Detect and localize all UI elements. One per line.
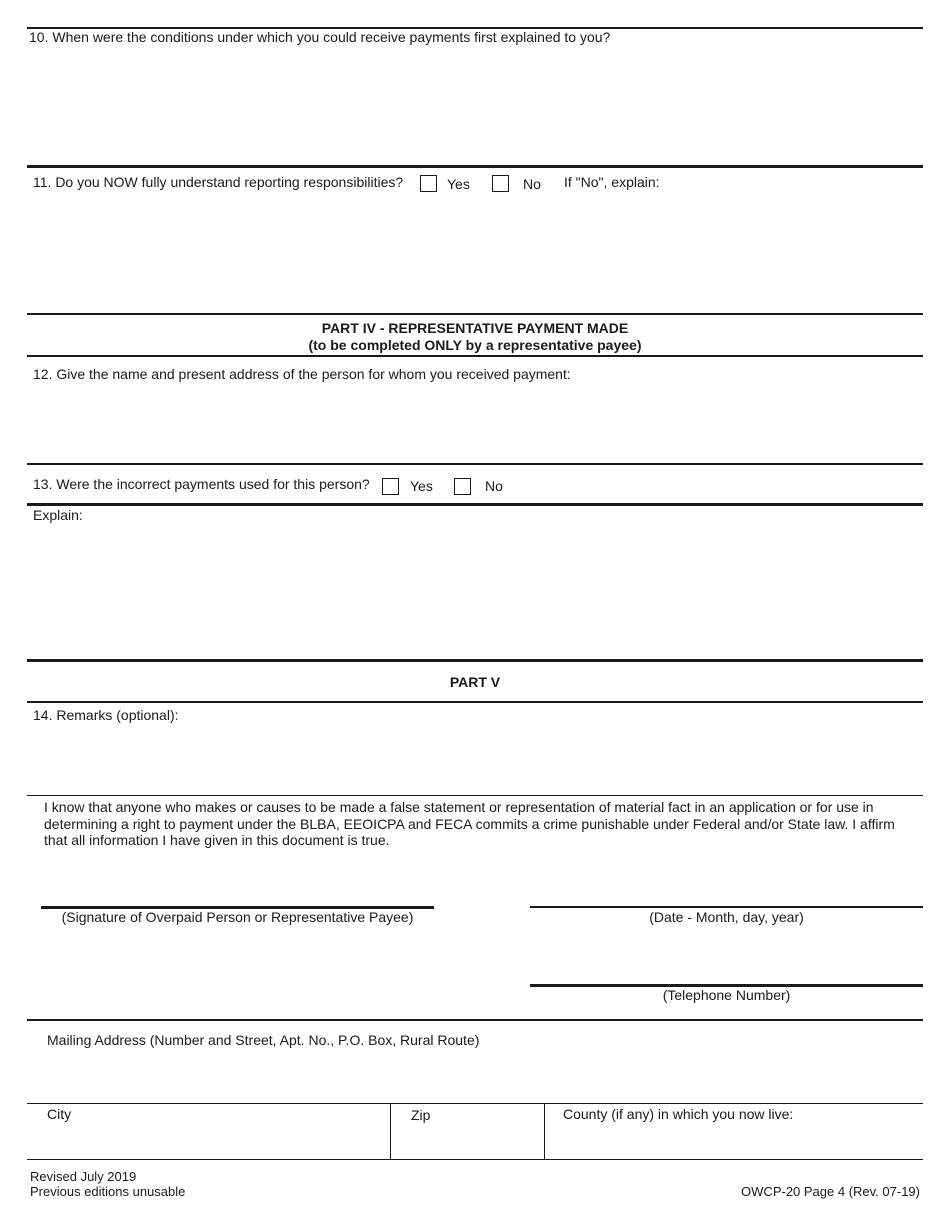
mailing-address-label: Mailing Address (Number and Street, Apt. No., P.O. Box, Rural Route) — [47, 1032, 480, 1048]
certification-top-rule — [27, 795, 923, 796]
q13-no-checkbox[interactable] — [454, 478, 471, 495]
q11-explain-label: If "No", explain: — [564, 174, 660, 190]
phone-label: (Telephone Number) — [662, 987, 791, 1003]
q13-yes-checkbox[interactable] — [382, 478, 399, 495]
date-label: (Date - Month, day, year) — [649, 909, 804, 925]
q13-yes-label: Yes — [410, 478, 433, 494]
q11-label: 11. Do you NOW fully understand reporting responsibilities? — [33, 174, 404, 190]
phone-field[interactable] — [530, 940, 923, 984]
q12-label: 12. Give the name and present address of the person for whom you received payment: — [33, 366, 571, 382]
certification-statement: I know that anyone who makes or causes to be made a false statement or representation of material fact in an application or for use in determining a right to payment under the BLBA, EEOICPA and FECA commits a crime punishable under Federal and/or State law. I affirm that all information I have given in this document is true. — [44, 799, 895, 848]
mailing-address-field[interactable] — [27, 1050, 923, 1102]
q13-top-rule — [27, 463, 923, 465]
signature-label: (Signature of Overpaid Person or Representative Payee) — [61, 909, 414, 925]
city-field[interactable] — [27, 1122, 389, 1159]
part4-subtitle: (to be completed ONLY by a representative payee) — [308, 337, 642, 353]
county-label: County (if any) in which you now live: — [563, 1106, 794, 1122]
footer-revised: Revised July 2019 — [30, 1169, 137, 1184]
q13-explain-rule — [27, 503, 923, 506]
date-line — [530, 906, 923, 908]
part5-title: PART V — [449, 674, 501, 690]
date-field[interactable] — [530, 860, 923, 906]
q13-explain-label: Explain: — [33, 507, 83, 523]
signature-field[interactable] — [41, 860, 434, 906]
q14-label: 14. Remarks (optional): — [33, 707, 179, 723]
q11-yes-label: Yes — [447, 176, 470, 192]
part5-bottom-rule — [27, 701, 923, 703]
q11-yes-checkbox[interactable] — [420, 175, 437, 192]
zip-label: Zip — [411, 1107, 431, 1123]
county-field[interactable] — [545, 1122, 923, 1159]
q13-explain-area[interactable] — [27, 526, 923, 656]
footer-previous-editions: Previous editions unusable — [30, 1184, 186, 1199]
q14-answer-area[interactable] — [27, 726, 923, 794]
footer-form-id: OWCP-20 Page 4 (Rev. 07-19) — [741, 1184, 920, 1199]
q12-answer-area[interactable] — [27, 386, 923, 460]
part4-top-rule — [27, 313, 923, 315]
part4-bottom-rule — [27, 355, 923, 357]
part4-title: PART IV - REPRESENTATIVE PAYMENT MADE — [321, 320, 629, 336]
q11-answer-area[interactable] — [27, 196, 923, 310]
zip-field[interactable] — [391, 1122, 543, 1159]
q10-label: 10. When were the conditions under which you could receive payments first explained to you? — [29, 29, 611, 45]
city-row-bottom-rule — [27, 1159, 923, 1160]
q11-top-rule — [27, 165, 923, 168]
q13-no-label: No — [485, 478, 503, 494]
q11-no-checkbox[interactable] — [492, 175, 509, 192]
city-label: City — [47, 1106, 72, 1122]
q13-label: 13. Were the incorrect payments used for this person? — [33, 476, 370, 492]
q10-answer-area[interactable] — [27, 48, 923, 164]
part5-top-rule — [27, 659, 923, 662]
q11-no-label: No — [523, 176, 541, 192]
city-row-top-rule — [27, 1103, 923, 1104]
mailing-top-rule — [27, 1019, 923, 1021]
